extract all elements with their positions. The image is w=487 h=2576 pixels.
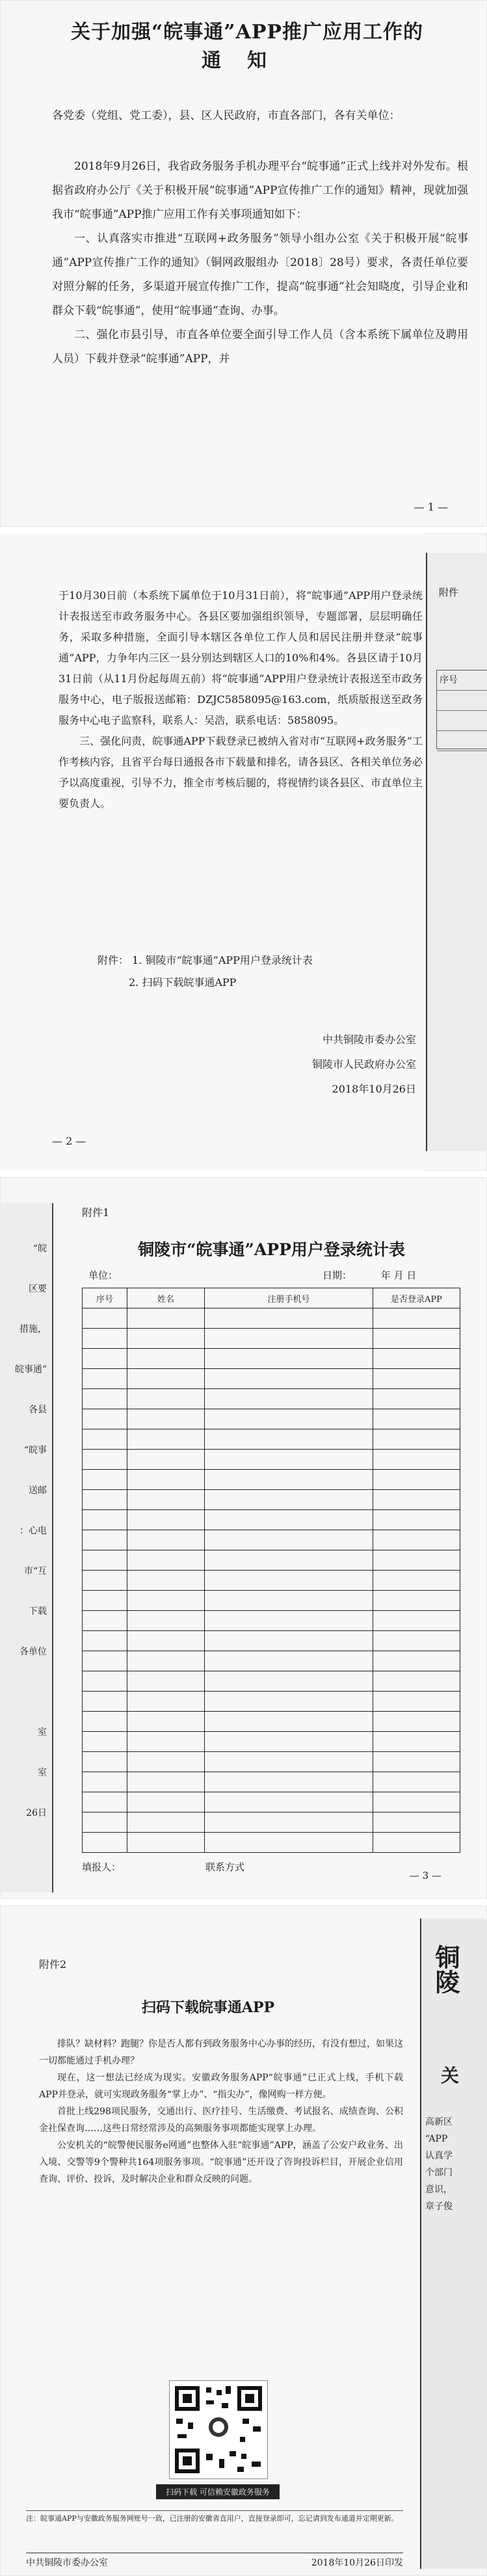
table-cell (205, 1409, 373, 1429)
unit-label: 单位： (88, 1269, 118, 1281)
qr-code-icon (169, 2380, 268, 2479)
table-cell (205, 1530, 373, 1550)
table-cell (205, 1571, 373, 1591)
table-cell (127, 1369, 205, 1389)
table-cell (373, 1369, 460, 1389)
table-cell (373, 1571, 460, 1591)
table-cell (373, 1329, 460, 1349)
page3-sheet (56, 1177, 487, 1899)
table-cell (373, 1611, 460, 1631)
table-row (83, 1470, 460, 1490)
strip-fragment: 市“互 (23, 1566, 47, 1576)
table-cell (373, 1651, 460, 1671)
table-cell (127, 1833, 205, 1853)
strip-fragment: 各单位 (20, 1647, 47, 1657)
table-cell (373, 1470, 460, 1490)
attachment-label: 附件2 (39, 1958, 67, 1971)
table-cell (127, 1752, 205, 1772)
side-line: 个部门 (425, 2168, 453, 2178)
strip-fragment: 下载 (29, 1606, 47, 1617)
table-cell (205, 1510, 373, 1530)
table-cell (373, 1712, 460, 1732)
document-page-2 (0, 533, 487, 1171)
table-cell (127, 1329, 205, 1349)
next-page-edge (426, 553, 487, 1151)
table-row (83, 1651, 460, 1671)
table-row (83, 1571, 460, 1591)
table-cell (205, 1470, 373, 1490)
strip-fragment: 各县 (29, 1405, 47, 1415)
table-cell (83, 1752, 127, 1772)
page4-sheet (0, 1905, 416, 2576)
table-cell (205, 1833, 373, 1853)
table-cell (127, 1450, 205, 1470)
salutation: 各党委（党组、党工委），县、区人民政府，市直各部门，各有关单位： (52, 109, 401, 122)
table-cell (205, 1651, 373, 1671)
table-cell (373, 1732, 460, 1752)
table-row (83, 1369, 460, 1389)
table-cell (83, 1429, 127, 1450)
table-cell (205, 1611, 373, 1631)
attachments-label: 附件： (98, 954, 129, 966)
table-title: 铜陵市“皖事通”APP用户登录统计表 (138, 1240, 405, 1259)
table-row (83, 1611, 460, 1631)
page2-body (59, 585, 423, 814)
strip-fragment: “皖 (33, 1243, 47, 1254)
table-cell (83, 1571, 127, 1591)
col-header: 姓名 (127, 1288, 205, 1308)
table-cell (127, 1812, 205, 1833)
document-page-4 (0, 1905, 487, 2576)
table-cell (205, 1550, 373, 1571)
table-row (83, 1671, 460, 1692)
table-cell (83, 1369, 127, 1389)
table-cell (83, 1611, 127, 1631)
table-row (83, 1833, 460, 1853)
table-cell (373, 1510, 460, 1530)
table-row (83, 1490, 460, 1510)
signer: 中共铜陵市委办公室 (322, 1033, 416, 1046)
table-cell (83, 1812, 127, 1833)
table-cell (83, 1349, 127, 1369)
page-separator (0, 1171, 487, 1177)
table-cell (373, 1409, 460, 1429)
table-cell (205, 1631, 373, 1651)
paragraph: 首批上线298项民服务，交通出行、医疗挂号、生活缴费、考试报名、成绩查询、公积金社保查询……这些日常经常涉及的高频服务事项都能实现掌上办理。 (39, 2106, 403, 2134)
table-cell (83, 1530, 127, 1550)
attachments-list (98, 949, 410, 994)
strip-fragment: ：心电 (20, 1526, 47, 1536)
table-cell (83, 1732, 127, 1752)
table-cell (127, 1591, 205, 1611)
table-cell (127, 1671, 205, 1692)
table-row (83, 1631, 460, 1651)
page-number: — 3 — (409, 1870, 441, 1881)
previous-page-edge (0, 1203, 53, 1892)
table-cell (373, 1833, 460, 1853)
footnote: 注：皖事通APP与安徽政务服务网账号一致，已注册的安徽省直用户，直接登录即可，忘记请到发布通道并定期更新。 (26, 2510, 403, 2524)
paragraph: 排队？缺材料？跑腿？你是否人都有到政务服务中心办事的经历，有没有想过，如果这一切都能通过手机办理？ (39, 2039, 403, 2066)
paragraph: 2018年9月26日，我省政务服务手机办理平台“皖事通”正式上线并对外发布。根据省政府办公厅《关于积极开展“皖事通”APP宣传推广工作的通知》精神，现就加强我市“皖事通”APP推广应用工作有关事项通知如下： (52, 160, 468, 221)
table-cell (373, 1752, 460, 1772)
table-row (83, 1752, 460, 1772)
table-cell (127, 1712, 205, 1732)
table-row (83, 1530, 460, 1550)
qr-page-title: 扫码下载皖事通APP (141, 1999, 275, 2016)
paragraph: 一、认真落实市推进“互联网+政务服务”领导小组办公室《关于积极开展“皖事通”APP宣传推广工作的通知》（铜网政服组办〔2018〕28号）要求，各责任单位要对照分解的任务，多渠道开展宣传推广工作，提高“皖事通”社会知晓度，引导企业和群众下载“皖事通”，使用“皖事通”查询、办事。 (52, 232, 468, 317)
side-label: 附件 (439, 587, 459, 598)
table-cell (127, 1308, 205, 1329)
table-cell (205, 1792, 373, 1812)
table-cell (205, 1591, 373, 1611)
side-line: 高新区 (425, 2117, 453, 2127)
table-cell (373, 1349, 460, 1369)
page-number: — 1 — (414, 501, 448, 513)
table-cell (373, 1671, 460, 1692)
table-cell (127, 1772, 205, 1792)
table-row (83, 1308, 460, 1329)
table-cell (83, 1712, 127, 1732)
print-date: 2018年10月26日印发 (311, 2558, 403, 2568)
form-footer (82, 1860, 245, 1874)
side-line: 意识， (425, 2184, 453, 2195)
table-cell (205, 1369, 373, 1389)
table-cell (373, 1812, 460, 1833)
table-cell (83, 1329, 127, 1349)
side-text (425, 2114, 453, 2215)
table-cell (373, 1308, 460, 1329)
table-cell (83, 1591, 127, 1611)
side-line: “APP (425, 2134, 448, 2144)
table-cell (127, 1349, 205, 1369)
attachment-item: 1. 铜陵市“皖事通”APP用户登录统计表 (132, 954, 313, 966)
strip-fragment: 皖事通” (14, 1364, 47, 1375)
table-cell (373, 1692, 460, 1712)
table-cell (83, 1671, 127, 1692)
signature-block (247, 1028, 416, 1102)
page4-body (39, 2036, 403, 2188)
table-cell (83, 1308, 127, 1329)
paragraph: 公安机关的“皖警便民服务e网通”也整体入驻“皖事通”APP，涵盖了公安户政业务、出入境、交警等9个警种共164项服务事项。“皖事通”还开设了咨询投诉栏目，开展企业信用查询、评价、投诉，及时解决企业和群众反映的问题。 (39, 2140, 403, 2184)
paragraph: 二、强化市县引导，市直各单位要全面引导工作人员（含本系统下属单位及聘用人员）下载并登录“皖事通”APP，并 (52, 328, 468, 365)
table-cell (83, 1510, 127, 1530)
table-cell (127, 1692, 205, 1712)
strip-fragment: 室 (38, 1727, 47, 1738)
paragraph: 三、强化问责，皖事通APP下载登录已被纳入省对市“互联网+政务服务”工作考核内容，且省平台每日通报各市下载量和排名，请各县区、各相关单位务必予以高度重视，引导不力，推全市考核后腿的，将视情约谈各县区、市直单位主要负责人。 (59, 735, 423, 810)
table-cell (205, 1450, 373, 1470)
table-row (83, 1450, 460, 1470)
table-cell (205, 1752, 373, 1772)
col-header: 是否登录APP (373, 1288, 460, 1308)
table-row (83, 1591, 460, 1611)
side-title-char: 关 (441, 2065, 460, 2086)
table-cell (373, 1389, 460, 1409)
side-heading: 铜陵 (431, 1945, 460, 1994)
table-row (83, 1409, 460, 1429)
col-header: 注册手机号 (205, 1288, 373, 1308)
table-cell (205, 1389, 373, 1409)
table-row (83, 1712, 460, 1732)
table-cell (127, 1571, 205, 1591)
table-cell (83, 1470, 127, 1490)
side-line: 认真学 (425, 2151, 453, 2161)
page-separator (0, 527, 487, 533)
table-row (83, 1550, 460, 1571)
page-number: — 2 — (52, 1135, 86, 1147)
table-cell (127, 1732, 205, 1752)
table-cell (205, 1671, 373, 1692)
strip-fragment: 区要 (29, 1284, 47, 1294)
table-row (83, 1692, 460, 1712)
strip-fragment: 室 (38, 1768, 47, 1778)
date-label: 日期： 年 月 日 (322, 1269, 417, 1281)
table-row (83, 1329, 460, 1349)
table-cell (373, 1530, 460, 1550)
table-cell (373, 1792, 460, 1812)
table-row (83, 1772, 460, 1792)
table-cell (127, 1651, 205, 1671)
next-page-edge (420, 1919, 487, 2569)
table-cell (205, 1490, 373, 1510)
table-cell (205, 1732, 373, 1752)
document-page-1 (0, 0, 487, 527)
table-cell (373, 1631, 460, 1651)
table-cell (127, 1429, 205, 1450)
table-row (83, 1429, 460, 1450)
col-header: 序号 (83, 1288, 127, 1308)
table-row (83, 1389, 460, 1409)
page1-body (52, 155, 468, 371)
signer: 铜陵市人民政府办公室 (311, 1058, 416, 1070)
table-cell (83, 1490, 127, 1510)
side-line: 章子俊 (425, 2201, 453, 2212)
strip-fragment: 26日 (26, 1808, 47, 1818)
table-cell (205, 1308, 373, 1329)
table-cell (83, 1450, 127, 1470)
table-cell (127, 1389, 205, 1409)
paragraph: 于10月30日前（本系统下属单位于10月31日前），将“皖事通”APP用户登录统计表报送至市政务服务中心。各县区要加强组织领导，专题部署，层层明确任务，采取多种措施，全面引导本辖区各单位工作人员和居民注册并登录“皖事通”APP，力争年内三区一县分别达到辖区人口的10%和4%。各县区请于10月31日前（从11月份起每周五前）将“皖事通”APP用户登录统计表报送至市政务服务中心，电子版报送邮箱：DZJC5858095@163.com，纸质版报送至政务服务中心电子监察科，联系人：吴浩，联系电话：5858095。 (59, 589, 423, 726)
table-cell (205, 1712, 373, 1732)
table-row (83, 1812, 460, 1833)
contact-label: 联系方式 (205, 1861, 245, 1873)
table-cell (205, 1812, 373, 1833)
print-footer (26, 2553, 403, 2569)
notice-title: 关于加强“皖事通”APP推广应用工作的 通知 (71, 21, 423, 72)
attachment-label: 附件1 (82, 1206, 110, 1219)
sign-date: 2018年10月26日 (332, 1083, 416, 1095)
table-cell (205, 1772, 373, 1792)
page2-sheet (0, 533, 423, 1171)
table-row (83, 1510, 460, 1530)
table-cell (373, 1591, 460, 1611)
table-cell (205, 1349, 373, 1369)
side-table-fragment: 序号 (436, 670, 487, 749)
table-cell (205, 1692, 373, 1712)
table-cell (127, 1792, 205, 1812)
table-cell (83, 1692, 127, 1712)
table-row (83, 1792, 460, 1812)
table-cell (83, 1409, 127, 1429)
document-page-3 (0, 1177, 487, 1899)
table-row (83, 1349, 460, 1369)
table-cell (83, 1389, 127, 1409)
table-cell (83, 1833, 127, 1853)
table-cell (127, 1550, 205, 1571)
table-cell (127, 1611, 205, 1631)
table-cell (205, 1329, 373, 1349)
table-cell (83, 1651, 127, 1671)
table-cell (83, 1772, 127, 1792)
table-cell (373, 1550, 460, 1571)
qr-caption: 扫码下载 可信赖安徽政务服务 (156, 2484, 280, 2499)
page-separator (0, 1899, 487, 1905)
issuer: 中共铜陵市委办公室 (26, 2558, 108, 2568)
table-cell (373, 1450, 460, 1470)
strip-fragment: 措施， (20, 1324, 47, 1334)
table-cell (127, 1530, 205, 1550)
filled-by-label: 填报人： (82, 1861, 122, 1873)
table-cell (373, 1490, 460, 1510)
table-cell (83, 1550, 127, 1571)
strip-fragment: 送邮 (29, 1485, 47, 1496)
strip-fragment: “皖事 (23, 1445, 47, 1455)
paragraph: 现在，这一想法已经成为现实。安徽政务服务APP“皖事通”已正式上线，手机下载APP并登录，就可实现政务服务“掌上办”、“指尖办”，像网购一样方便。 (39, 2073, 403, 2100)
table-cell (127, 1490, 205, 1510)
table-cell (83, 1792, 127, 1812)
attachment-item: 2. 扫码下载皖事通APP (129, 976, 237, 989)
table-cell (127, 1631, 205, 1651)
table-cell (127, 1510, 205, 1530)
table-cell (373, 1429, 460, 1450)
table-cell (205, 1429, 373, 1450)
table-row (83, 1732, 460, 1752)
login-stats-table (82, 1288, 460, 1853)
table-cell (127, 1470, 205, 1490)
table-cell (127, 1409, 205, 1429)
table-cell (373, 1772, 460, 1792)
table-cell (83, 1631, 127, 1651)
